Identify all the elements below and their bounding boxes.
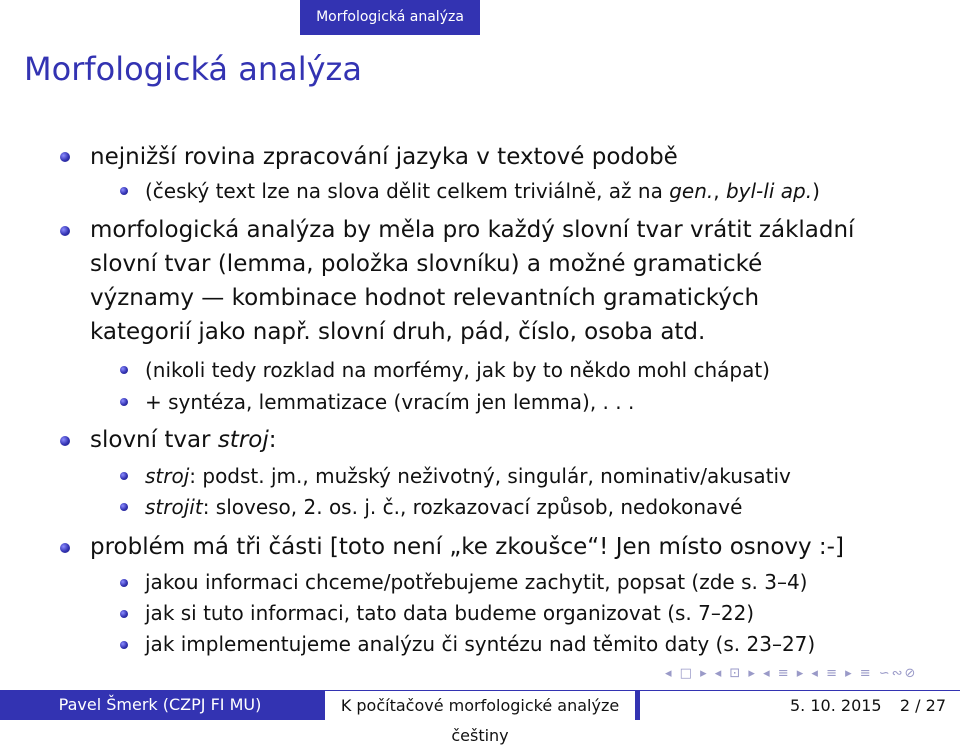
footer-date: 5. 10. 2015 <box>790 696 882 715</box>
text-fragment: (český text lze na slova dělit celkem triviálně, až na <box>145 179 670 203</box>
list-item <box>90 213 940 349</box>
footer <box>0 690 960 745</box>
line: kategorií jako např. slovní druh, pád, číslo, osoba atd. <box>90 319 706 345</box>
sub-list-item: jak si tuto informaci, tato data budeme organizovat (s. 7–22) <box>145 601 755 625</box>
text-fragment: : <box>268 427 277 453</box>
text-fragment: ) <box>812 179 820 203</box>
bullet-icon <box>120 398 128 406</box>
list-item: nejnižší rovina zpracování jazyka v textové podobě <box>90 144 678 170</box>
text-fragment: , <box>713 179 726 203</box>
emphasis: byl-li ap. <box>725 179 813 203</box>
text-fragment: slovní tvar <box>90 427 218 453</box>
line: významy — kombinace hodnot relevantních gramatických <box>90 285 760 311</box>
sub-list-item <box>145 176 935 206</box>
emphasis: stroj <box>145 464 190 488</box>
emphasis: strojit <box>145 495 203 519</box>
bullet-icon <box>60 152 70 162</box>
bullet-icon <box>120 641 128 649</box>
line: morfologická analýza by měla pro každý slovní tvar vrátit základní <box>90 217 855 243</box>
footer-right-frame <box>640 690 960 720</box>
footer-page-number: 2 / 27 <box>899 696 946 715</box>
bullet-icon <box>60 436 70 446</box>
bullet-icon <box>120 503 128 511</box>
navigation-symbols[interactable]: ◂ □ ▸ ◂ ⊡ ▸ ◂ ≡ ▸ ◂ ≡ ▸ ≡ ∽∾⊘ <box>665 666 918 681</box>
bullet-icon <box>120 366 128 374</box>
text-fragment: : podst. jm., mužský neživotný, singulár, nominativ/akusativ <box>189 464 791 488</box>
bullet-icon <box>120 579 128 587</box>
bullet-icon <box>120 187 128 195</box>
sub-list-item: jakou informaci chceme/potřebujeme zachytit, popsat (zde s. 3–4) <box>145 570 808 594</box>
footer-title-frame <box>320 690 640 745</box>
sub-list-item: (nikoli tedy rozklad na morfémy, jak by to někdo mohl chápat) <box>145 358 770 382</box>
header-section[interactable]: Morfologická analýza <box>300 0 480 35</box>
bullet-icon <box>60 226 70 236</box>
sub-list-item: jak implementujeme analýzu či syntézu nad těmito daty (s. 23–27) <box>145 632 816 656</box>
emphasis: stroj <box>217 427 269 453</box>
bullet-icon <box>120 610 128 618</box>
footer-title: K počítačové morfologické analýze češtiny <box>325 690 635 720</box>
sub-list-item: + syntéza, lemmatizace (vracím jen lemma), . . . <box>145 390 635 414</box>
footer-author: Pavel Šmerk (CZPJ FI MU) <box>0 690 320 720</box>
text-fragment: : sloveso, 2. os. j. č., rozkazovací způsob, nedokonavé <box>202 495 743 519</box>
list-item <box>90 423 940 457</box>
emphasis: gen. <box>669 179 714 203</box>
sub-list-item <box>145 461 935 491</box>
list-item: problém má tři části [toto není „ke zkoušce“! Jen místo osnovy :-] <box>90 534 844 560</box>
bullet-icon <box>60 543 70 553</box>
sub-list-item <box>145 492 935 522</box>
bullet-icon <box>120 472 128 480</box>
line: slovní tvar (lemma, položka slovníku) a možné gramatické <box>90 251 763 277</box>
footer-right <box>640 690 960 720</box>
slide-title: Morfologická analýza <box>24 50 362 88</box>
